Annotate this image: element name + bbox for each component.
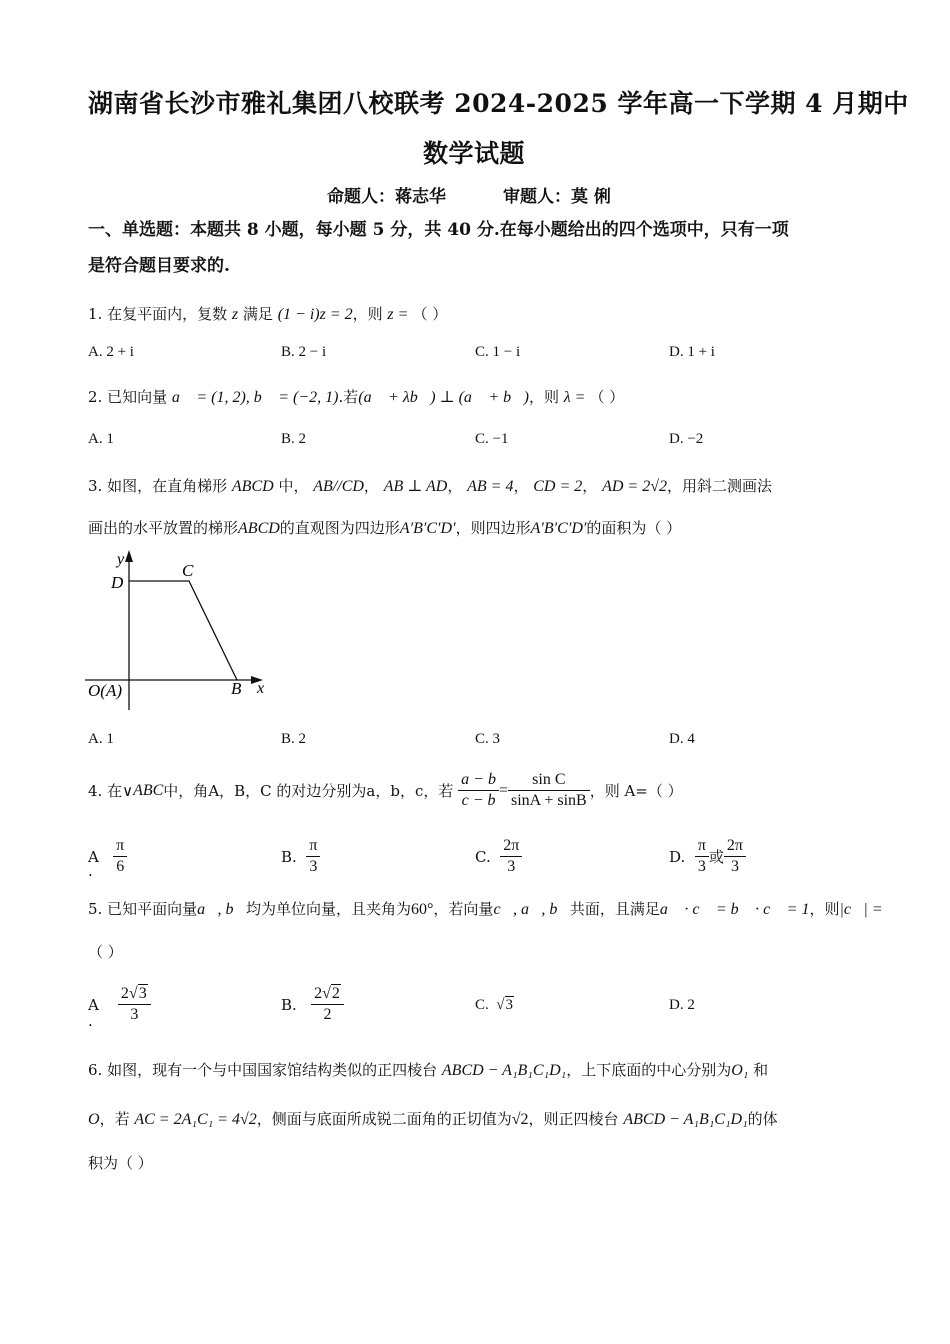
question-text: 和 <box>753 1061 769 1079</box>
question-6 <box>88 1059 768 1080</box>
option-c[interactable]: C. 1 − i <box>475 344 521 360</box>
question-text: ，上下底面的中心分别为 <box>566 1061 732 1079</box>
question-text: ，则四边形 <box>455 519 531 537</box>
question-text: ，则正四棱台 <box>528 1110 619 1128</box>
math-cond: AB ⊥ AD <box>383 478 448 495</box>
answer-paren: （ ） <box>412 305 448 323</box>
math-o1: O₁ <box>731 1062 749 1079</box>
question-6-line-3: 积为（ ） <box>88 1154 153 1172</box>
fraction-right: $\frac{\text{sin C}}{\sin A + \sin B}$ <box>508 770 590 811</box>
trapezoid-edges <box>129 581 237 680</box>
question-number: 3. <box>88 477 103 495</box>
question-text: 满足 <box>242 305 273 323</box>
question-text: ，则 <box>528 388 559 406</box>
math-cond: AB = 4 <box>467 478 514 495</box>
question-3-line-2 <box>88 517 681 538</box>
option-a[interactable] <box>88 836 127 877</box>
question-text: 的体 <box>747 1110 778 1128</box>
question-3: 3. 如图，在直角梯形 ABCD 中， AB//CD， AB ⊥ AD， AB = 4， CD = 2， AD = 2√2，用斜二测画法 <box>88 477 772 495</box>
math-o: O <box>88 1111 100 1128</box>
option-d[interactable]: D. 2 <box>669 997 695 1013</box>
math-var: z <box>231 306 239 323</box>
trapezoid-figure <box>85 548 275 718</box>
point-c-label: C <box>182 561 194 580</box>
option-label: B. <box>281 847 297 866</box>
option-c[interactable]: C. −1 <box>475 431 509 447</box>
question-number: 1. <box>88 305 103 323</box>
question-text: 中，角 <box>163 782 209 800</box>
option-label: C. <box>475 997 489 1013</box>
question-text: 如图，在直角梯形 <box>107 477 228 495</box>
math-abcd: ABCD <box>231 478 274 495</box>
math-cond: AD = 2√2 <box>602 478 667 495</box>
math-condition: a⃗ · c⃗ = b⃗ · c⃗ = 1 <box>659 901 810 918</box>
option-label: A <box>88 847 99 866</box>
question-text: a，b，c，若 <box>366 782 454 800</box>
question-text: ，若 <box>99 1110 130 1128</box>
x-axis-label: x <box>257 680 265 697</box>
section-heading-line-1: 一、单选题：本题共 8 小题，每小题 5 分，共 40 分.在每小题给出的四个选项中，只有一项 <box>88 220 789 240</box>
option-d[interactable]: D. −2 <box>669 431 704 447</box>
question-text: 共面，且满足 <box>569 900 660 918</box>
question-number: 2. <box>88 388 103 406</box>
question-text: .若 <box>338 388 359 406</box>
math-angle: 60° <box>411 901 434 918</box>
question-5 <box>88 898 883 919</box>
question-text: A，B，C 的对边分别为 <box>208 782 367 800</box>
question-text: ，则 <box>809 900 840 918</box>
option-b[interactable] <box>281 984 344 1025</box>
option-fraction: $\frac{\pi}{6}$ <box>113 836 127 877</box>
option-a[interactable]: A. 1 <box>88 431 114 447</box>
option-a[interactable]: A. 2 + i <box>88 344 134 360</box>
math-vectors: c⃗, a⃗, b⃗ <box>493 901 570 918</box>
question-6-line-2 <box>88 1108 778 1129</box>
math-condition: (a⃗ + λb⃗) ⊥ (a⃗ + b⃗) <box>358 389 529 406</box>
math-vectors: a⃗, b⃗ <box>197 901 246 918</box>
option-fraction: $\frac{2\pi}{3}$ <box>724 836 746 877</box>
question-text: 已知向量 <box>107 388 168 406</box>
question-number: 6. <box>88 1061 103 1079</box>
question-1 <box>88 303 447 324</box>
option-a[interactable]: A. 1 <box>88 731 114 747</box>
option-d[interactable]: D. 4 <box>669 731 695 747</box>
question-number: 5. <box>88 900 103 918</box>
answer-paren: （ ） <box>589 388 625 406</box>
option-b[interactable]: B. 2 <box>281 731 307 747</box>
option-b[interactable]: B. 2 <box>281 431 307 447</box>
question-number: 4. <box>88 781 103 800</box>
option-fraction: $\frac{2√2}{2}$ <box>311 984 344 1025</box>
math-quad: A′B′C′D′ <box>399 520 456 537</box>
math-ask: |c⃗| = <box>839 901 883 918</box>
option-c[interactable] <box>475 836 522 877</box>
page-title-line-1: 湖南省长沙市雅礼集团八校联考 2024-2025 学年高一下学期 4 月期中 <box>88 89 909 118</box>
math-tan: √2 <box>511 1111 529 1128</box>
section-heading-line-2: 是符合题目要求的. <box>88 256 230 276</box>
option-b[interactable]: B. 2 − i <box>281 344 327 360</box>
question-text: 在∨ <box>107 782 134 800</box>
option-a[interactable] <box>88 984 151 1025</box>
option-d[interactable] <box>669 836 746 877</box>
reviewer-label: 审题人：莫 俐 <box>503 187 611 207</box>
math-cond: AB//CD <box>313 478 364 495</box>
question-2 <box>88 386 624 407</box>
question-text: 的面积为（ ） <box>586 519 682 537</box>
math-cond: CD = 2 <box>533 478 583 495</box>
option-label: D. <box>669 847 686 866</box>
option-c[interactable]: C. 3 <box>475 731 501 747</box>
math-vectors: a⃗ = (1, 2), b⃗ = (−2, 1) <box>171 389 339 406</box>
math-equation: (1 − i)z = 2 <box>277 306 353 323</box>
question-text: 画出的水平放置的梯形 <box>88 519 239 537</box>
option-fraction: $\frac{2√3}{3}$ <box>118 984 151 1025</box>
option-a-dot: . <box>88 862 93 880</box>
math-quad: A′B′C′D′ <box>530 520 587 537</box>
fraction-left: $\frac{a - b}{c - b}$ <box>458 770 499 811</box>
option-fraction: $\frac{2\pi}{3}$ <box>500 836 522 877</box>
equals-sign: = <box>498 781 508 799</box>
question-text: ，若向量 <box>433 900 494 918</box>
option-d[interactable]: D. 1 + i <box>669 344 715 360</box>
option-c[interactable]: C. √3 <box>475 997 513 1013</box>
math-triangle: ABC <box>133 781 164 799</box>
math-ask: λ = <box>563 389 590 406</box>
origin-label: O(A) <box>88 681 122 700</box>
question-text: 均为单位向量，且夹角为 <box>246 900 412 918</box>
question-text: 如图，现有一个与中国国家馆结构类似的正四棱台 <box>107 1061 438 1079</box>
question-text: ，用斜二测画法 <box>666 477 772 495</box>
question-text: ，则 A=（ ） <box>589 782 683 800</box>
setter-label: 命题人：蒋志华 <box>327 187 446 207</box>
y-axis-label: y <box>117 551 125 568</box>
answer-paren: （ ） <box>88 943 123 961</box>
point-d-label: D <box>111 573 124 592</box>
math-abcd: ABCD <box>238 520 280 537</box>
question-4 <box>88 770 683 811</box>
question-text: 中， <box>278 477 309 495</box>
math-frustum: ABCD − A₁B₁C₁D₁ <box>623 1111 748 1128</box>
point-b-label: B <box>231 679 242 698</box>
y-axis-arrow-icon <box>125 550 133 562</box>
option-b[interactable] <box>281 836 320 877</box>
option-value: 3 <box>505 997 513 1013</box>
math-frustum: ABCD − A₁B₁C₁D₁ <box>441 1062 567 1079</box>
question-text: 在复平面内，复数 <box>107 305 228 323</box>
page-title-line-2: 数学试题 <box>423 139 526 168</box>
question-text: 的直观图为四边形 <box>279 519 400 537</box>
option-label: C. <box>475 847 491 866</box>
math-condition: AC = 2A₁C₁ = 4√2 <box>134 1111 257 1128</box>
or-text: 或 <box>708 848 724 866</box>
option-label: A <box>88 995 99 1014</box>
question-text: 已知平面向量 <box>107 900 198 918</box>
math-ask: z = <box>387 306 413 323</box>
option-a-dot: . <box>88 1012 93 1030</box>
question-text: ，则 <box>352 305 383 323</box>
option-fraction: $\frac{\pi}{3}$ <box>695 836 709 877</box>
option-label: B. <box>281 995 297 1014</box>
option-fraction: $\frac{\pi}{3}$ <box>306 836 320 877</box>
question-text: ，侧面与底面所成锐二面角的正切值为 <box>256 1110 512 1128</box>
